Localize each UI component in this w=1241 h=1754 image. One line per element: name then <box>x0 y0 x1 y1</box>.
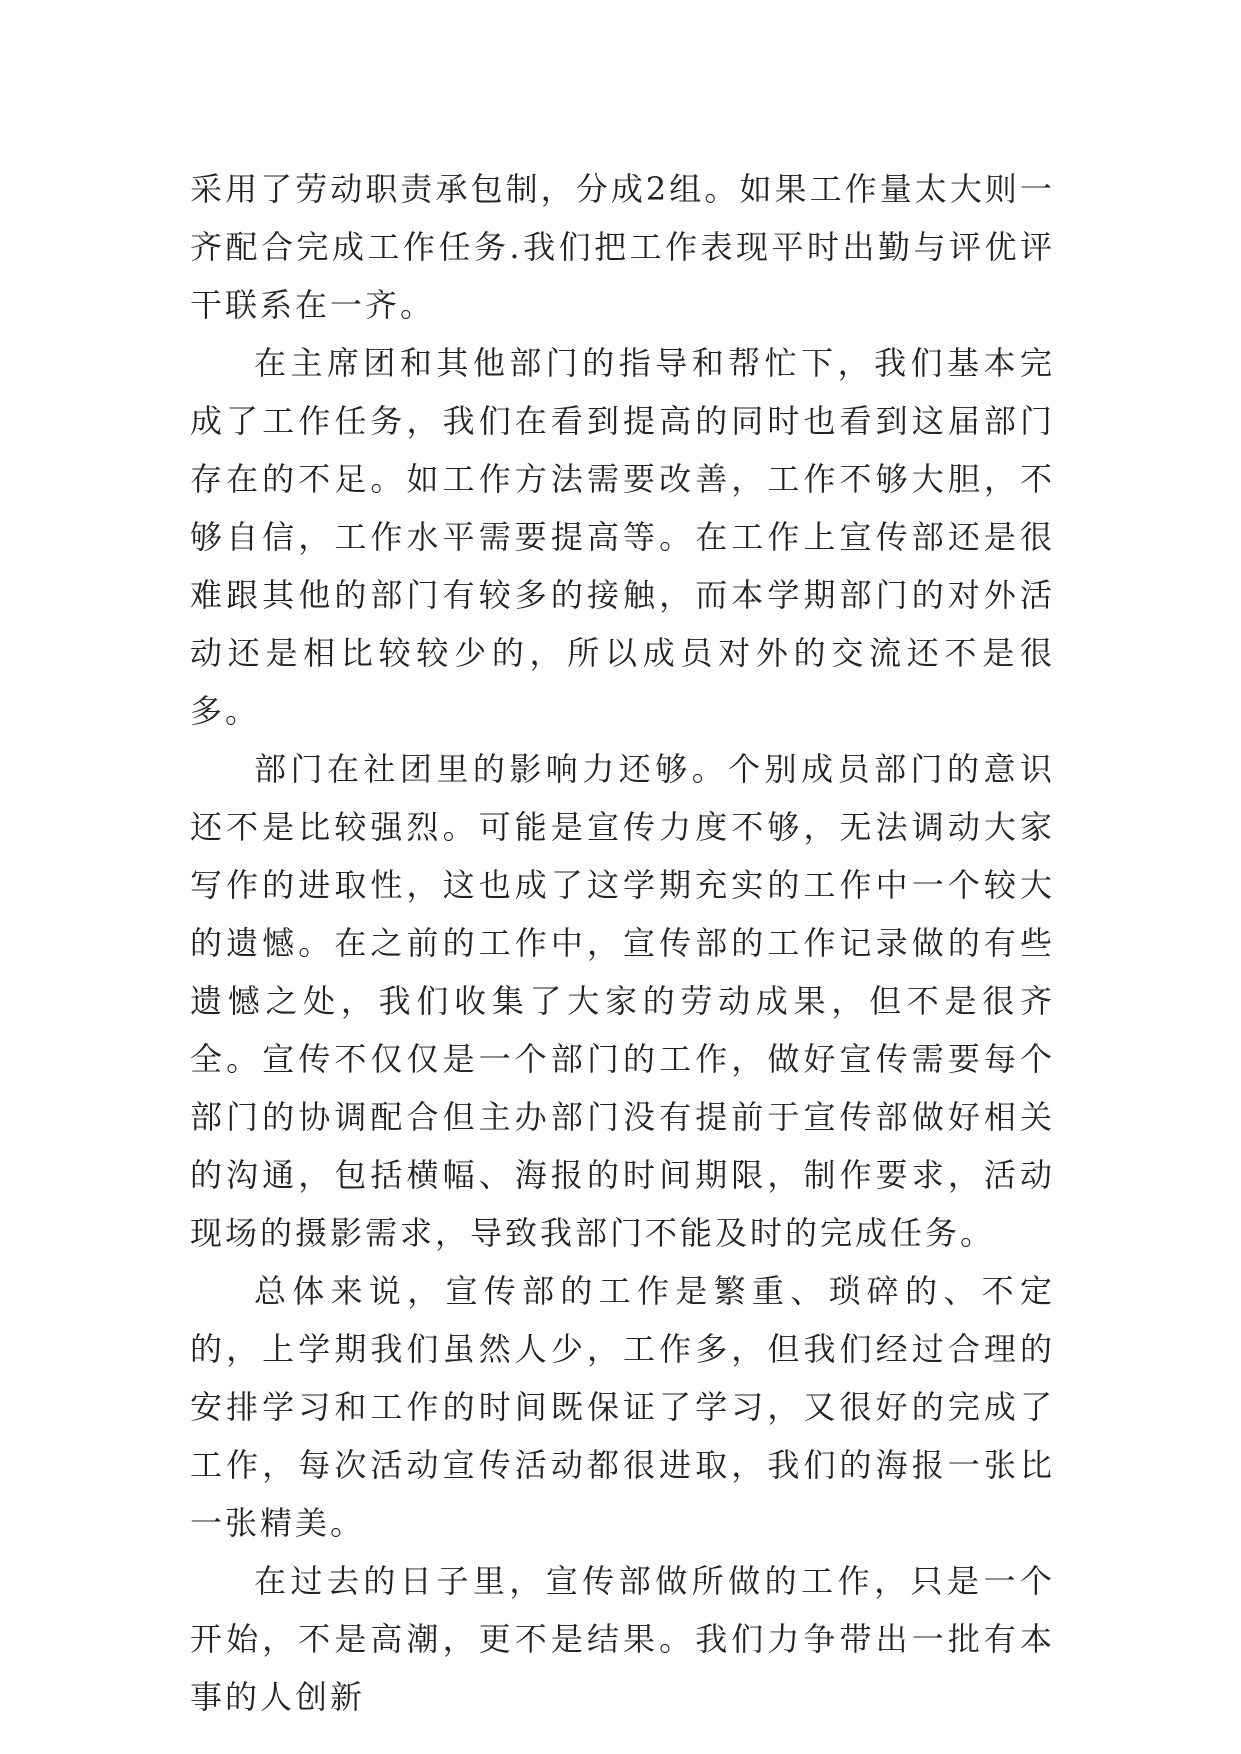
paragraph-5: 在过去的日子里，宣传部做所做的工作，只是一个开始，不是高潮，更不是结果。我们力争带出一批有本事的人创新 <box>190 1562 1055 1716</box>
paragraph-3: 部门在社团里的影响力还够。个别成员部门的意识还不是比较强烈。可能是宣传力度不够，无法调动大家写作的进取性，这也成了这学期充实的工作中一个较大的遗憾。在之前的工作中，宣传部的工作记录做的有些遗憾之处，我们收集了大家的劳动成果，但不是很齐全。宣传不仅仅是一个部门的工作，做好宣传需要每个部门的协调配合但主办部门没有提前于宣传部做好相关的沟通，包括横幅、海报的时间期限，制作要求，活动现场的摄影需求，导致我部门不能及时的完成任务。 <box>190 750 1055 1252</box>
body-text <box>190 160 1055 1726</box>
paragraph-1: 采用了劳动职责承包制，分成2组。如果工作量太大则一齐配合完成工作任务.我们把工作表现平时出勤与评优评干联系在一齐。 <box>190 170 1055 324</box>
paragraph-2: 在主席团和其他部门的指导和帮忙下，我们基本完成了工作任务，我们在看到提高的同时也看到这届部门存在的不足。如工作方法需要改善，工作不够大胆，不够自信，工作水平需要提高等。在工作上宣传部还是很难跟其他的部门有较多的接触，而本学期部门的对外活动还是相比较较少的，所以成员对外的交流还不是很多。 <box>190 344 1055 730</box>
paragraph-4: 总体来说，宣传部的工作是繁重、琐碎的、不定的，上学期我们虽然人少，工作多，但我们经过合理的安排学习和工作的时间既保证了学习，又很好的完成了工作，每次活动宣传活动都很进取，我们的海报一张比一张精美。 <box>190 1272 1055 1542</box>
